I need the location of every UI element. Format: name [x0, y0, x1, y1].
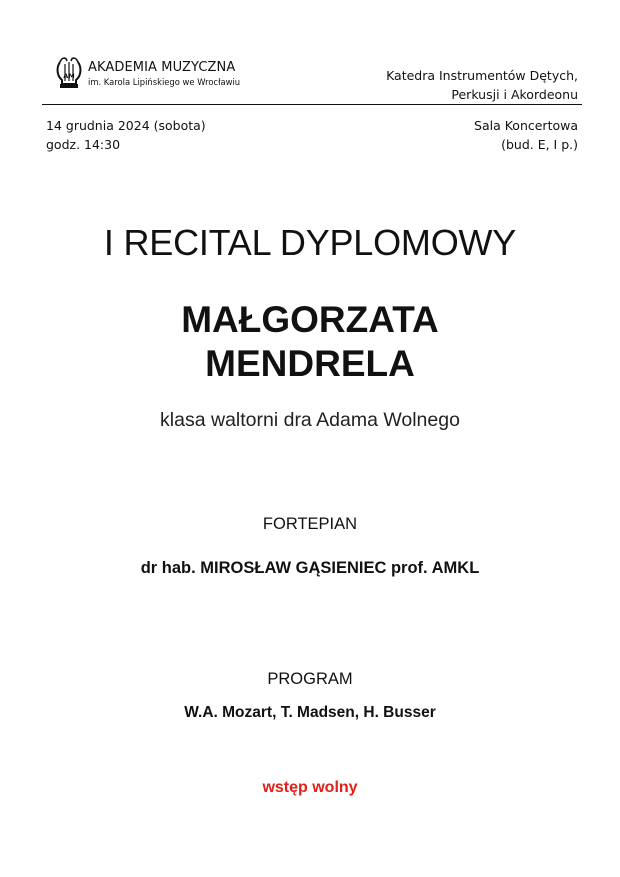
- academy-logo: [54, 54, 254, 94]
- event-time: godz. 14:30: [46, 137, 121, 152]
- performer-class: klasa waltorni dra Adama Wolnego: [160, 409, 460, 431]
- admission-note: wstęp wolny: [262, 779, 358, 796]
- academy-name: AKADEMIA MUZYCZNA: [88, 60, 236, 75]
- program-composers: W.A. Mozart, T. Madsen, H. Busser: [184, 704, 436, 721]
- academy-subtitle: im. Karola Lipińskiego we Wrocławiu: [88, 77, 241, 87]
- header-divider: [42, 104, 582, 105]
- event-datetime: [46, 116, 206, 154]
- program-label: PROGRAM: [267, 670, 353, 688]
- venue-name: Sala Koncertowa: [474, 118, 578, 133]
- event-venue: [474, 116, 578, 154]
- performer-last-name: MENDRELA: [205, 343, 415, 384]
- venue-detail: (bud. E, I p.): [501, 137, 578, 152]
- performer-first-name: MAŁGORZATA: [181, 299, 439, 340]
- event-date: 14 grudnia 2024 (sobota): [46, 118, 206, 133]
- department-line-2: Perkusji i Akordeonu: [451, 87, 578, 102]
- department-line-1: Katedra Instrumentów Dętych,: [386, 68, 578, 83]
- piano-label: FORTEPIAN: [262, 515, 358, 533]
- performer-name: [0, 298, 620, 386]
- svg-text:AM: AM: [63, 72, 75, 80]
- recital-title: I RECITAL DYPLOMOWY: [103, 222, 517, 263]
- department-name: [318, 66, 578, 104]
- lyre-icon: [54, 54, 84, 92]
- pianist-name: dr hab. MIROSŁAW GĄSIENIEC prof. AMKL: [140, 559, 480, 577]
